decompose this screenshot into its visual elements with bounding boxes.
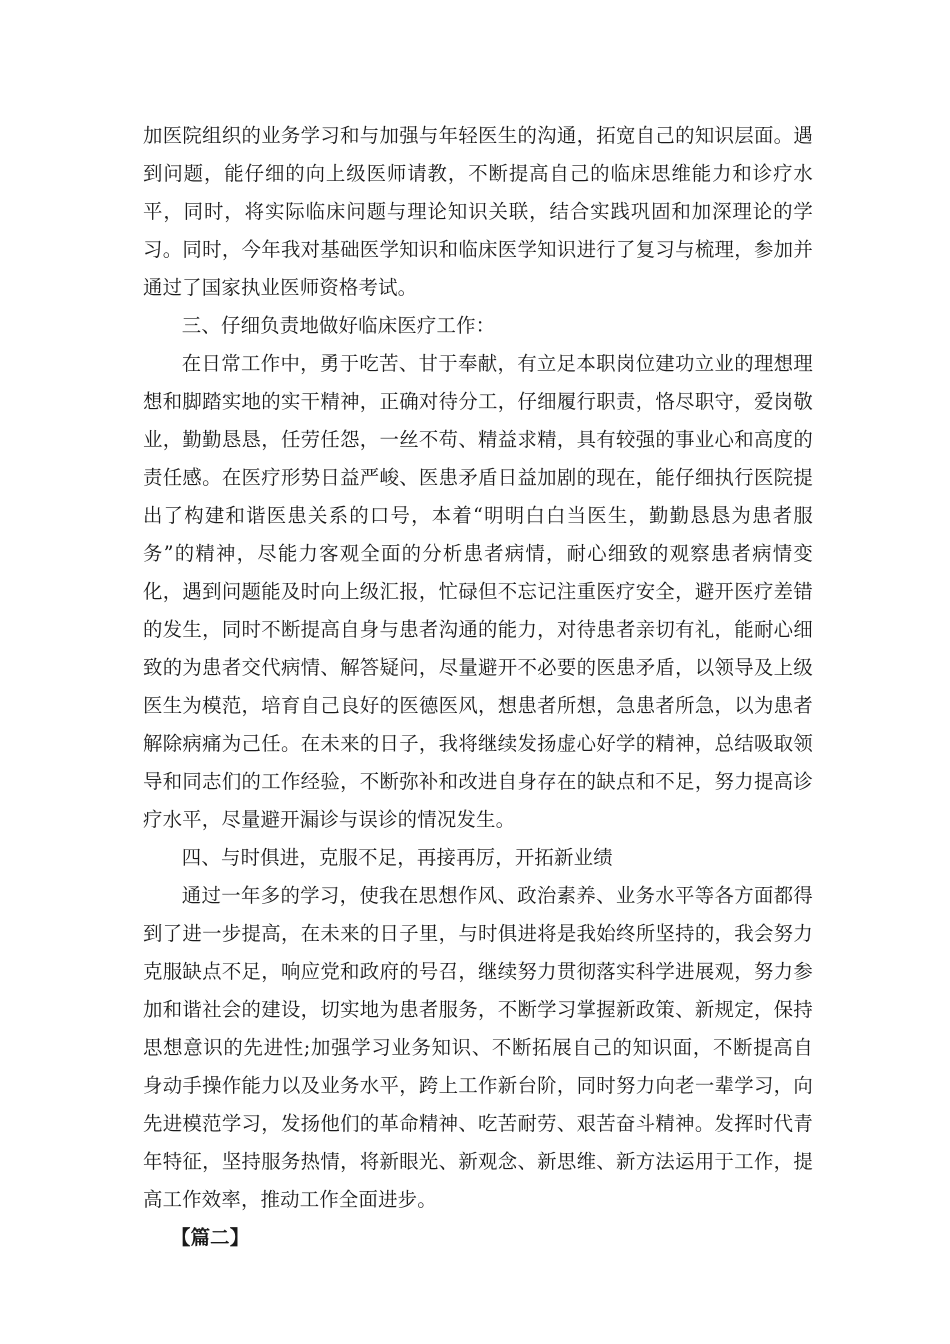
paragraph-progress: 通过一年多的学习，使我在思想作风、政治素养、业务水平等各方面都得到了进一步提高，在未来的日子里，与时俱进将是我始终所坚持的，我会努力克服缺点不足，响应党和政府的号召，继续努力贯彻落实科学进展观，努力参加和谐社会的建设，切实地为患者服务，不断学习掌握新政策、新规定，保持思想意识的先进性;加强学习业务知识、不断拓展自己的知识面，不断提高自身动手操作能力以及业务水平，跨上工作新台阶，同时努力向老一辈学习，向先进模范学习，发扬他们的革命精神、吃苦耐劳、艰苦奋斗精神。发挥时代青年特征，坚持服务热情，将新眼光、新观念、新思维、新方法运用于工作，提高工作效率，推动工作全面进步。 bbox=[143, 884, 813, 1211]
section-heading-four: 四、与时俱进，克服不足，再接再厉，开拓新业绩 bbox=[181, 846, 613, 869]
section-heading-three: 三、仔细负责地做好临床医疗工作： bbox=[181, 314, 496, 337]
document-body bbox=[143, 117, 813, 1257]
paragraph-clinical-work: 在日常工作中，勇于吃苦、甘于奉献，有立足本职岗位建功立业的理想理想和脚踏实地的实干精神，正确对待分工，仔细履行职责，恪尽职守，爱岗敬业，勤勤恳恳，任劳任怨，一丝不苟、精益求精，具有较强的事业心和高度的责任感。在医疗形势日益严峻、医患矛盾日益加剧的现在，能仔细执行医院提出了构建和谐医患关系的口号，本着“明明白白当医生，勤勤恳恳为患者服务”的精神，尽能力客观全面的分析患者病情，耐心细致的观察患者病情变化，遇到问题能及时向上级汇报，忙碌但不忘记注重医疗安全，避开医疗差错的发生，同时不断提高自身与患者沟通的能力，对待患者亲切有礼，能耐心细致的为患者交代病情、解答疑问，尽量避开不必要的医患矛盾，以领导及上级医生为模范，培育自己良好的医德医风，想患者所想，急患者所急，以为患者解除病痛为己任。在未来的日子，我将继续发扬虚心好学的精神，总结吸取领导和同志们的工作经验，不断弥补和改进自身存在的缺点和不足，努力提高诊疗水平，尽量避开漏诊与误诊的情况发生。 bbox=[143, 352, 813, 831]
paragraph-continuation: 加医院组织的业务学习和与加强与年轻医生的沟通，拓宽自己的知识层面。遇到问题，能仔细的向上级医师请教，不断提高自己的临床思维能力和诊疗水平，同时，将实际临床问题与理论知识关联，结合实践巩固和加深理论的学习。同时，今年我对基础医学知识和临床医学知识进行了复习与梳理，参加并通过了国家执业医师资格考试。 bbox=[143, 124, 813, 299]
section-marker: 【篇二】 bbox=[171, 1226, 250, 1249]
